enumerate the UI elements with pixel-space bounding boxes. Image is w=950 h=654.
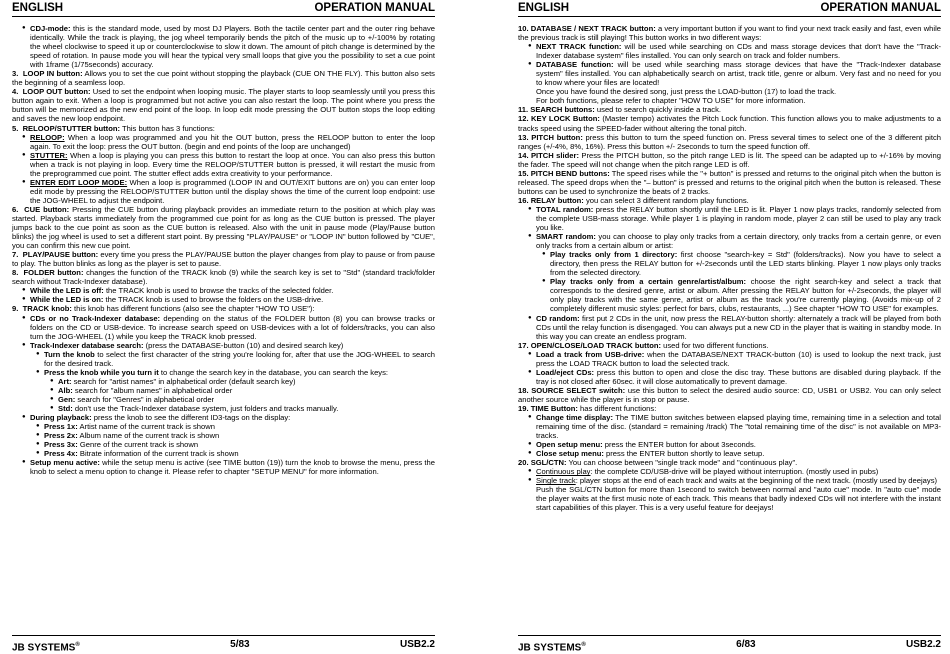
footer-page-number: 5/83 — [230, 639, 250, 650]
list-item: 17. OPEN/CLOSE/LOAD TRACK button: used for two different functions. — [518, 340, 769, 350]
list-item: ● Open setup menu: press the ENTER button for about 3seconds. — [518, 440, 941, 449]
paragraph: Once you have found the desired song, just press the LOAD-button (17) to load the track. — [536, 87, 837, 97]
paragraph: Push the SGL/CTN button for more than 1second to switch between normal and "auto cue" mode. In "auto cue" mode the player waits at the first music note of each track. This means that badly indexed CDs will not interfere with the instant start capabilities of this player. This is a very useful feature for deejays! — [536, 485, 941, 513]
list-item: ● Continuous play: the complete CD/USB-drive will be played without interruption. (mostly used in pubs) — [518, 467, 941, 476]
footer-brand: JB SYSTEMS® — [12, 642, 80, 654]
list-item: 10. DATABASE / NEXT TRACK button: a very important button if you want to find your next track easily and fast, even while the previous track is still playing! This button works in two different ways: — [518, 24, 942, 43]
list-item: ● Press 3x: Genre of the current track is shown — [12, 440, 435, 449]
list-item: ● Load a track from USB-drive: when the DATABASE/NEXT TRACK-button (10) is used to lookup the next track, just press the LOAD TRACK button to load the selected track. — [518, 350, 941, 368]
list-item: ● NEXT TRACK function: will be used while searching on CDs and mass storage devices that don't have the "Track-Indexer database system" files installed. You can only search on track and folder numbers. — [518, 42, 941, 60]
list-item: ● CD random: first put 2 CDs in the unit, now press the RELAY-button shortly: alternately a track will be played from both CDs until the relay function is disengaged. You can always put a new CD in the player that is waiting in standby mode. In this way you can create an endless program. — [518, 314, 941, 341]
list-item: ● Art: search for "artist names" in alphabetical order (default search key) — [12, 377, 435, 386]
list-item: 19. TIME Button: has different functions: — [518, 403, 657, 413]
list-item: 12. KEY LOCK Button: (Master tempo) activates the Pitch Lock function. This function allows you to make adjustments to a tracks speed using the SPEED-fader without altering the tonal pitch. — [518, 114, 941, 133]
footer-page-number: 6/83 — [736, 639, 756, 650]
list-item: 3. LOOP IN button: Allows you to set the cue point without stopping the playback (CUE ON THE FLY). This button also sets the beginning of a seamless loop. — [12, 69, 435, 88]
list-item: ● Load/eject CDs: press this button to open and close the disc tray. These buttons are disabled during playback. If the tray is not closed after 60sec. it will close automatically to prevent damage. — [518, 368, 941, 386]
list-item: ● Gen: search for "Genres" in alphabetical order — [12, 395, 435, 404]
footer-model: USB2.2 — [905, 639, 941, 650]
list-item: 7. PLAY/PAUSE button: every time you press the PLAY/PAUSE button the player changes from play to pause or from pause to play. The button blinks as long as the player is set to pause. — [12, 250, 435, 269]
list-item: 6. CUE button: Pressing the CUE button during playback provides an immediate return to the position at which play was started. Playback starts immediately from the programmed cue point for as long as the CUE button is pressed. The player jumps back to the cue point as soon as the CUE button is released. Also with the unit in pause mode (Play/Pause button blinks) the jog wheel is used to set a different start point. By pressing "PLAY/PAUSE" or "LOOP IN" button followed by "CUE", you can confirm this new cue point. — [12, 204, 435, 251]
list-item: 4. LOOP OUT button: Used to set the endpoint when looping music. The player starts to loop seamlessly until you press this button again to exit. When a loop is programmed but not active you can also restart the loop. The point where you press the button will be memorized as the new end point of the loop. In loop edit mode pressing the OUT button stops the loop editing and saves the new loop endpoint. — [12, 87, 435, 124]
header-title: OPERATION MANUAL — [314, 2, 435, 14]
list-item: ● Play tracks only from a certain genre/artist/album: choose the right search-key and select a track that corresponds to the desired genre, artist or album. After pressing the RELAY button for +/-2seconds, the player will only play tracks with the same genre, artist or album as the track you're currently playing. (Avoids mix-up of 2 completely different music styles: perfect for bars, clubs, restaurants, ...) See chapter "HOW TO USE" for examples. — [518, 277, 941, 313]
list-item: ● TOTAL random: press the RELAY button shortly until the LED is lit. Player 1 now plays tracks, randomly selected from the complete USB-mass storage. While player 1 is playing in random mode, player 2 can still be used to play any track you like. — [518, 205, 941, 232]
list-item: ● Alb: search for "album names" in alphabetical order — [12, 386, 435, 395]
page-left — [12, 0, 435, 654]
list-item: ● Setup menu active: while the setup menu is active (see TIME button (19)) turn the knob to browse the menu, press the knob to select a menu option to change it. Please refer to chapter "SETUP MENU" for more information. — [12, 458, 435, 476]
page-right — [518, 0, 941, 654]
paragraph: For both functions, please refer to chapter "HOW TO USE" for more information. — [536, 96, 806, 106]
footer-model: USB2.2 — [399, 639, 435, 650]
list-item: 20. SGL/CTN: You can choose between "single track mode" and "continuous play". — [518, 458, 798, 468]
header-title: OPERATION MANUAL — [820, 2, 941, 14]
page-header — [12, 0, 435, 17]
list-item: 18. SOURCE SELECT switch: use this button to select the desired audio source: CD, USB1 or USB2. You can only select another source while the player is in stop or pause. — [518, 385, 941, 404]
list-item: ● Press 4x: Bitrate information of the current track is shown — [12, 449, 435, 458]
page-footer — [518, 635, 941, 654]
list-item: 16. RELAY button: you can select 3 different random play functions. — [518, 195, 749, 205]
list-item: 14. PITCH slider: Press the PITCH button, so the pitch range LED is lit. The speed can be adapted up to +/-16% by moving the fader. The speed will not change when the pitch range LED is off. — [518, 150, 941, 169]
header-language: ENGLISH — [518, 2, 570, 14]
list-item: ● Change time display: The TIME button switches between elapsed playing time, remaining time in a selection and total remaining time of the disc. (standard = remaining /track) The "total remaining time of the disc" is not available on MP3-tracks. — [518, 413, 941, 440]
list-item: ● While the LED is off: the TRACK knob is used to browse the tracks of the selected folder. — [12, 286, 435, 295]
list-item: ● SMART random: you can choose to play only tracks from a certain directory, only tracks from a certain genre, or even only tracks from a certain album or artist: — [518, 232, 941, 250]
list-item: ● DATABASE function: will be used while searching mass storage devices that have the "Track-Indexer database system" files installed. You can alphabetically search on artist, track title, genre or album. Very fast and no need for you to know where your files are located! — [518, 60, 941, 87]
page-footer — [12, 635, 435, 654]
list-item: 5. RELOOP/STUTTER button: This button has 3 functions: — [12, 123, 215, 133]
header-language: ENGLISH — [12, 2, 64, 14]
list-item: 11. SEARCH buttons: used to search quickly inside a track. — [518, 105, 722, 115]
list-item: ● Turn the knob to select the first character of the string you're looking for, after that use the JOG-WHEEL to search for the desired track. — [12, 350, 435, 368]
page-header — [518, 0, 941, 17]
list-item: ● During playback: press the knob to see the different ID3-tags on the display: — [12, 413, 435, 422]
list-item: ● Play tracks only from 1 directory: first choose "search-key = Std" (folders/tracks). Now you have to select a directory, then press the RELAY button for +/-2seconds until the LED starts blinking. Player 1 now plays only tracks from the selected directory. — [518, 250, 941, 277]
list-item: ● CDs or no Track-Indexer database: depending on the status of the FOLDER button (8) you can browse tracks or folders on the CD or USB-device. To increase search speed on USB-devices with a lot of folders/tracks, you can also turn the JOG-WHEEL (1) while you keep the TRACK knob pressed. — [12, 314, 435, 341]
list-item: ● Close setup menu: press the ENTER button shortly to leave setup. — [518, 449, 941, 458]
list-item: ● Press the knob while you turn it to change the search key in the database, you can search the keys: — [12, 368, 435, 377]
list-item: 8. FOLDER button: changes the function of the TRACK knob (9) while the search key is set to "Std" (standard track/folder search without Track-Indexer database). — [12, 268, 435, 287]
list-item: 9. TRACK knob: this knob has different functions (also see the chapter "HOW TO USE"): — [12, 304, 315, 314]
list-item: ● Press 1x: Artist name of the current track is shown — [12, 422, 435, 431]
list-item: ● STUTTER: When a loop is playing you can press this button to restart the loop at once. You can also press this button when a track is not playing in loop. Every time the RELOOP/STUTTER button is pressed, it will restart the music from the preprogrammed cue point. The stutter effect adds extra creativity to your performance. — [12, 151, 435, 178]
footer-brand: JB SYSTEMS® — [518, 642, 586, 654]
list-item: ● Press 2x: Album name of the current track is shown — [12, 431, 435, 440]
list-item: ● Std: don't use the Track-Indexer database system, just folders and tracks manually. — [12, 404, 435, 413]
list-item: ● ENTER EDIT LOOP MODE: When a loop is programmed (LOOP IN and OUT/EXIT buttons are on) you can enter loop edit mode by pressing the RELOOP/STUTTER button until the display shows the time of the current loop endpoint: use the JOG-WHEEL to adjust the endpoint. — [12, 178, 435, 205]
list-item: 15. PITCH BEND buttons: The speed rises while the "+ button" is pressed and returns to the original pitch when the button is released. The speed drops when the "– button" is pressed and returns to the original pitch when the button is released. These buttons can be used to synchronize the beats of 2 tracks. — [518, 168, 941, 196]
list-item: ● RELOOP: When a loop was programmed and you hit the OUT button, press the RELOOP button to enter the loop again. To exit the loop: press the OUT button. (begin and end points of the loop are unchanged) — [12, 133, 435, 151]
list-item: ● CDJ-mode: this is the standard mode, used by most DJ Players. Both the tactile center part and the outer ring behave identically. While the track is playing, the jog wheel temporarily bends the pitch of the music up to +/-100% by rotating the wheel clockwise to speed it up or counterclockwise to slow it down. The amount of pitch change is determined by the speed of rotation. In pause mode you will hear the typical very small loops that give you the possibility to set a cue point with 1frame (1/75seconds) accuracy. — [12, 24, 435, 69]
page-body — [12, 24, 435, 476]
page-body — [518, 24, 941, 513]
list-item: ● Single track: player stops at the end of each track and waits at the beginning of the next track. (mostly used by deejays) — [518, 476, 941, 485]
list-item: ● While the LED is on: the TRACK knob is used to browse the folders on the USB-drive. — [12, 295, 435, 304]
list-item: 13. PITCH button: press this button to turn the speed function on. Press several times to select one of the 3 different pitch ranges (+/-4%, 8%, 16%). Press this button +/- 2seconds to turn the speed function off. — [518, 132, 941, 151]
list-item: ● Track-Indexer database search: (press the DATABASE-button (10) and desired search key) — [12, 341, 435, 350]
